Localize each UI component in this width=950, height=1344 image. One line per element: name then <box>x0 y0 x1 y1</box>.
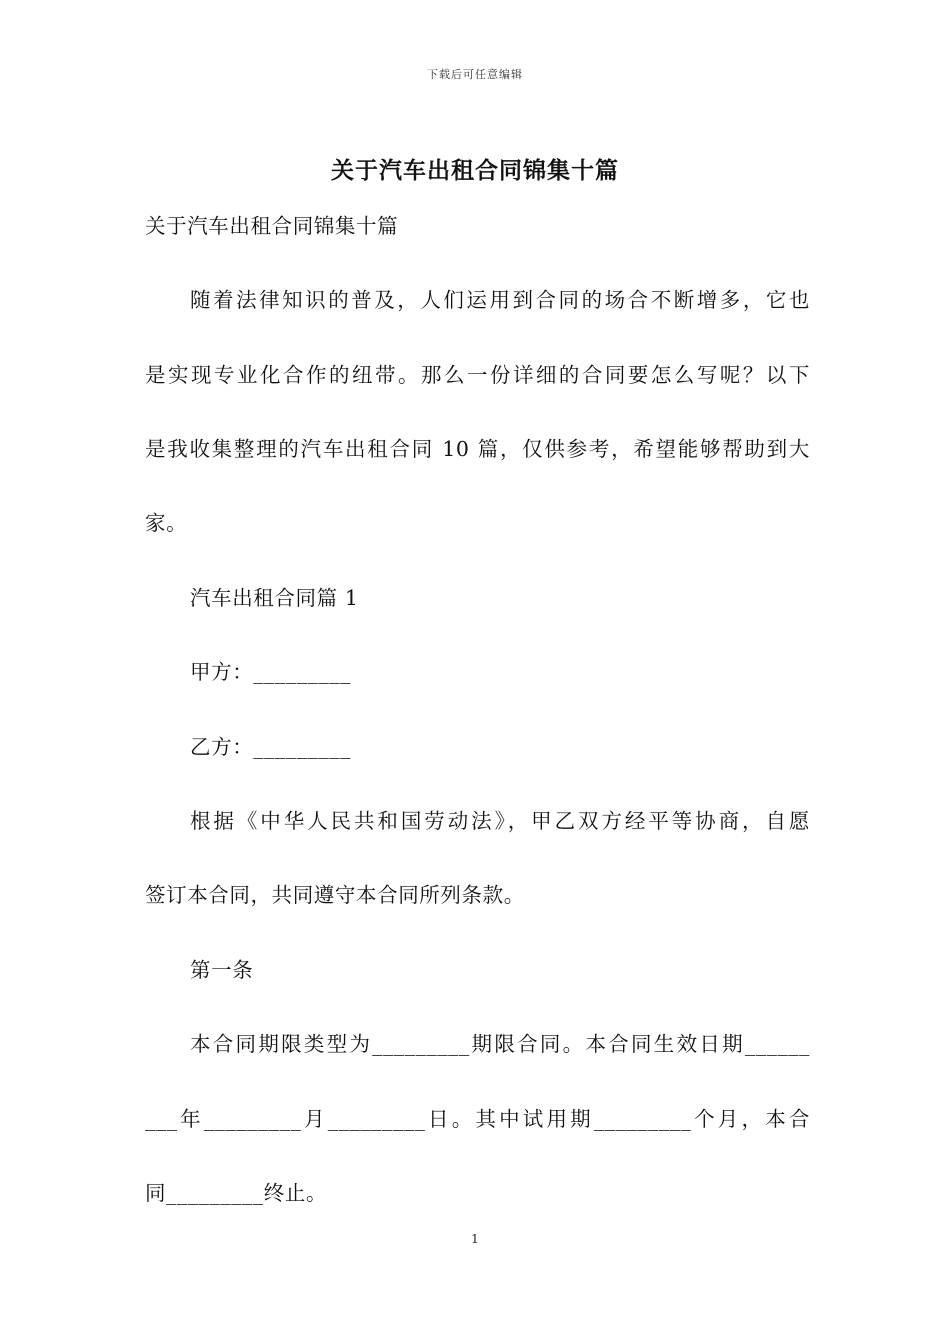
document-title: 关于汽车出租合同锦集十篇 <box>331 157 619 184</box>
header-note: 下载后可任意编辑 <box>427 68 523 81</box>
paragraph-line: 随着法律知识的普及，人们运用到合同的场合不断增多，它也 <box>190 288 810 312</box>
paragraph-line: 签订本合同，共同遵守本合同所列条款。 <box>145 883 525 907</box>
subtitle-line: 关于汽车出租合同锦集十篇 <box>145 214 399 238</box>
paragraph-line: ___年_________月_________日。其中试用期_________个月，本合 <box>145 1107 810 1131</box>
paragraph-line: 本合同期限类型为_________期限合同。本合同生效日期______ <box>190 1032 810 1056</box>
paragraph-line: 根据《中华人民共和国劳动法》，甲乙双方经平等协商，自愿 <box>190 809 810 833</box>
paragraph-line: 家。 <box>145 511 188 535</box>
section-heading: 汽车出租合同篇 1 <box>190 586 359 610</box>
article-heading: 第一条 <box>190 958 254 982</box>
party-b-line: 乙方：_________ <box>190 735 351 759</box>
paragraph-line: 是我收集整理的汽车出租合同 10 篇，仅供参考，希望能够帮助到大 <box>145 437 810 461</box>
paragraph-line: 是实现专业化合作的纽带。那么一份详细的合同要怎么写呢？以下 <box>145 363 810 387</box>
paragraph-line: 同_________终止。 <box>145 1181 328 1205</box>
page-number: 1 <box>471 1232 479 1246</box>
party-a-line: 甲方：_________ <box>190 660 351 684</box>
